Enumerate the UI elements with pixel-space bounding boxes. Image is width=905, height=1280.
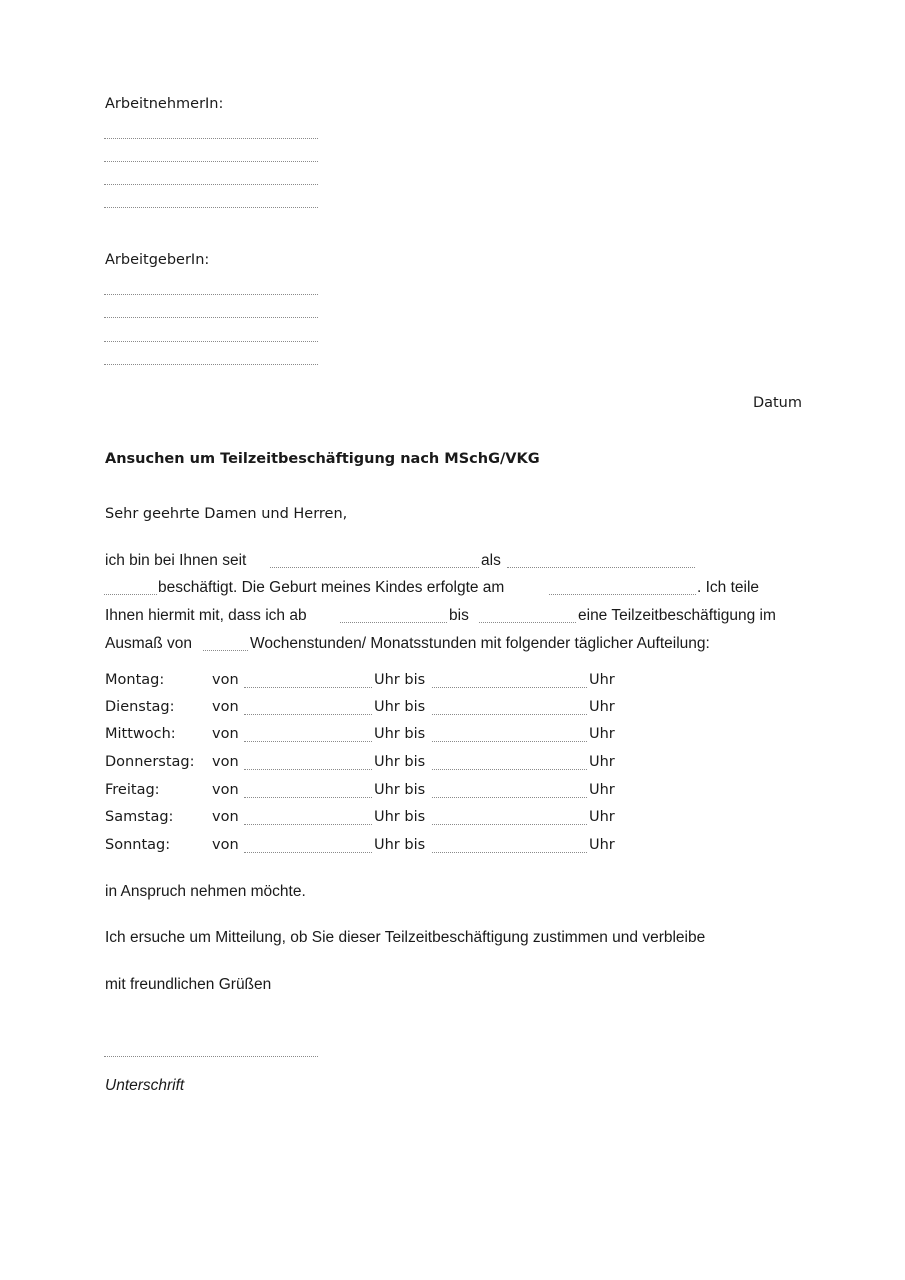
uhr-label: Uhr [589, 837, 615, 853]
employer-line-4[interactable] [104, 364, 318, 365]
closing-text: Ich ersuche um Mitteilung, ob Sie dieser Teilzeitbeschäftigung zustimmen und verbleibe [105, 929, 706, 946]
day-label: Freitag: [105, 782, 160, 798]
day-label: Montag: [105, 672, 165, 688]
hours-field[interactable] [203, 650, 248, 651]
body-text: beschäftigt. Die Geburt meines Kindes erfolgte am [158, 579, 505, 596]
until-label: Uhr bis [374, 837, 426, 853]
employer-label: ArbeitgeberIn: [105, 252, 210, 268]
position-field-cont[interactable] [104, 594, 157, 595]
day-label: Dienstag: [105, 699, 175, 715]
body-text: Ausmaß von [105, 635, 193, 652]
end-time-field[interactable] [432, 741, 587, 742]
until-label: Uhr bis [374, 809, 426, 825]
employer-line-2[interactable] [104, 317, 318, 318]
uhr-label: Uhr [589, 782, 615, 798]
start-time-field[interactable] [244, 824, 372, 825]
start-time-field[interactable] [244, 769, 372, 770]
day-label: Mittwoch: [105, 726, 176, 742]
until-label: Uhr bis [374, 672, 426, 688]
body-text: . Ich teile [697, 579, 760, 596]
closing-text: in Anspruch nehmen möchte. [105, 883, 306, 900]
date-label: Datum [752, 395, 802, 411]
body-text: Ihnen hiermit mit, dass ich ab [105, 607, 307, 624]
end-time-field[interactable] [432, 687, 587, 688]
body-text: eine Teilzeitbeschäftigung im [578, 607, 776, 624]
start-time-field[interactable] [244, 687, 372, 688]
employee-line-3[interactable] [104, 184, 318, 185]
end-time-field[interactable] [432, 797, 587, 798]
body-text: Wochenstunden/ Monatsstunden mit folgender täglicher Aufteilung: [250, 635, 710, 652]
birth-date-field[interactable] [549, 594, 696, 595]
uhr-label: Uhr [589, 754, 615, 770]
signature-line[interactable] [104, 1056, 318, 1057]
from-label: von [212, 837, 239, 853]
start-time-field[interactable] [244, 741, 372, 742]
day-label: Samstag: [105, 809, 174, 825]
uhr-label: Uhr [589, 672, 615, 688]
start-time-field[interactable] [244, 714, 372, 715]
start-date-field[interactable] [340, 622, 447, 623]
uhr-label: Uhr [589, 809, 615, 825]
end-time-field[interactable] [432, 824, 587, 825]
end-time-field[interactable] [432, 714, 587, 715]
from-label: von [212, 699, 239, 715]
from-label: von [212, 782, 239, 798]
employer-line-1[interactable] [104, 294, 318, 295]
employee-label: ArbeitnehmerIn: [105, 96, 224, 112]
subject-heading: Ansuchen um Teilzeitbeschäftigung nach MSchG/VKG [105, 451, 540, 467]
from-label: von [212, 754, 239, 770]
closing-text: mit freundlichen Grüßen [105, 976, 272, 993]
signature-label: Unterschrift [105, 1077, 185, 1094]
end-time-field[interactable] [432, 769, 587, 770]
body-text: als [481, 552, 501, 569]
end-date-field[interactable] [479, 622, 576, 623]
start-time-field[interactable] [244, 852, 372, 853]
from-label: von [212, 809, 239, 825]
until-label: Uhr bis [374, 699, 426, 715]
start-time-field[interactable] [244, 797, 372, 798]
employee-line-2[interactable] [104, 161, 318, 162]
until-label: Uhr bis [374, 754, 426, 770]
day-label: Sonntag: [105, 837, 171, 853]
day-label: Donnerstag: [105, 754, 195, 770]
body-text: bis [449, 607, 469, 624]
from-label: von [212, 726, 239, 742]
employee-line-1[interactable] [104, 138, 318, 139]
uhr-label: Uhr [589, 699, 615, 715]
employer-line-3[interactable] [104, 341, 318, 342]
until-label: Uhr bis [374, 782, 426, 798]
position-field[interactable] [507, 567, 695, 568]
salutation: Sehr geehrte Damen und Herren, [105, 506, 348, 522]
from-label: von [212, 672, 239, 688]
body-text: ich bin bei Ihnen seit [105, 552, 247, 569]
until-label: Uhr bis [374, 726, 426, 742]
end-time-field[interactable] [432, 852, 587, 853]
uhr-label: Uhr [589, 726, 615, 742]
employee-line-4[interactable] [104, 207, 318, 208]
employed-since-field[interactable] [270, 567, 479, 568]
